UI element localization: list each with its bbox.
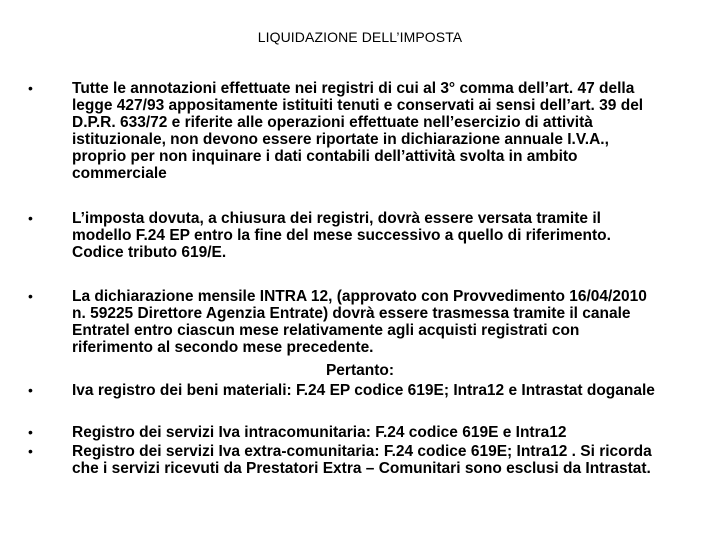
bullet-icon: • (28, 288, 33, 304)
list-item-text: Tutte le annotazioni effettuate nei registri di cui al 3° comma dell’art. 47 della legge 427/93 appositamente istituiti tenuti e conservati ai sensi dell’art. 39 del D.P.R. 633/72 e riferite alle operazioni effettuate nell’esercizio di attività istituzionale, non devono essere riportate in dichiarazione annuale I.V.A., proprio per non inquinare i dati contabili dell’attività svolta in ambito commerciale (72, 80, 644, 182)
bullet-icon: • (28, 80, 33, 96)
pertanto-label: Pertanto: (325, 362, 395, 379)
list-item-text: L’imposta dovuta, a chiusura dei registri, dovrà essere versata tramite il modello F.24 EP entro la fine del mese successivo a quello di riferimento. Codice tributo 619/E. (72, 210, 611, 261)
bullet-icon: • (28, 443, 33, 459)
list-item-text: Iva registro dei beni materiali: F.24 EP codice 619E; Intra12 e Intrastat doganale (72, 382, 655, 399)
bullet-icon: • (28, 382, 33, 398)
list-item-text: Registro dei servizi Iva extra-comunitaria: F.24 codice 619E; Intra12 . Si ricorda che i servizi ricevuti da Prestatori Extra – Comunitari sono esclusi da Intrastat. (72, 443, 652, 477)
list-item-text: La dichiarazione mensile INTRA 12, (approvato con Provvedimento 16/04/2010 n. 59225 Direttore Agenzia Entrate) dovrà essere trasmessa tramite il canale Entratel entro ciascun mese relativamente agli acquisti registrati con riferimento al secondo mese precedente. (72, 288, 647, 356)
list-item-text: Registro dei servizi Iva intracomunitaria: F.24 codice 619E e Intra12 (72, 424, 567, 441)
bullet-icon: • (28, 210, 33, 226)
page-title: LIQUIDAZIONE DELL’IMPOSTA (257, 29, 463, 45)
bullet-icon: • (28, 424, 33, 440)
